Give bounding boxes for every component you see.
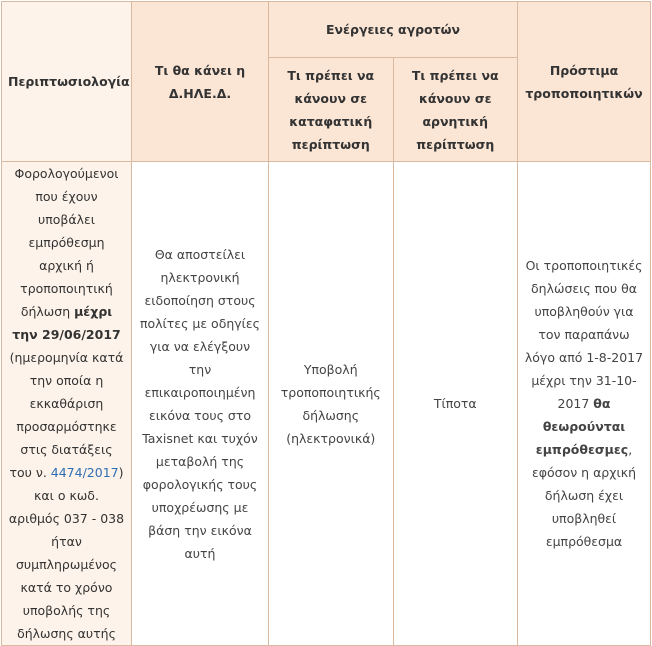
header-penalties [518,2,651,162]
aade-action-text: Θα αποστείλει ηλεκτρονική ειδοποίηση στους πολίτες με οδηγίες για να ελέγξουν την επικαιροποιημένη εικόνα τους στο Taxisnet και τυχόν μεταβολή της φορολογικής τους υποχρέωσης με βάση την εικόνα αυτή [139,246,260,561]
case-text-3: ) και ο κωδ. αριθμός 037 - 038 ήταν συμπληρωμένος κατά το χρόνο υποβολής της δήλωσης αυτής [8,465,125,641]
header-aade-action [132,2,269,162]
header-farmer-actions [269,2,518,58]
law-link[interactable]: 4474/2017 [50,465,119,480]
header-penalties-label: Πρόστιμα τροποποιητικών [525,62,643,101]
cell-positive-case [269,162,394,646]
case-text-1: Φορολογούμενοι που έχουν υποβάλει εμπρόθεσμη αρχική ή τροποποιητική δήλωση [14,166,119,319]
cell-penalties [518,162,651,646]
header-negative-case [393,58,518,162]
cell-case [2,162,132,646]
cell-aade-action [132,162,269,646]
positive-case-text: Υποβολή τροποποιητικής δήλωσης (ηλεκτρονικά) [280,361,381,446]
penalties-text-2: , εφόσον η αρχική δήλωση έχει υποβληθεί εμπρόθεσμα [532,442,636,549]
header-positive-case [269,58,394,162]
header-negative-case-label: Τι πρέπει να κάνουν σε αρνητική περίπτωση [411,67,499,152]
negative-case-text: Τίποτα [433,396,477,411]
penalties-text-1: Οι τροποποιητικές δηλώσεις που θα υποβληθούν για τον παραπάνω λόγο από 1-8-2017 μέχρι την 31-10-2017 [524,258,644,411]
cell-negative-case [393,162,518,646]
penalties-table [1,1,651,646]
case-date-bold: μέχρι την 29/06/2017 [12,304,121,342]
header-case-label: Περιπτωσιολογία [8,74,130,89]
header-aade-action-label: Τι θα κάνει η Δ.ΗΛΕ.Δ. [154,62,246,101]
header-farmer-actions-label: Ενέργειες αγροτών [325,22,460,37]
penalties-bold: θα θεωρούνται εμπρόθεσμες [535,396,629,457]
case-text-2: (ημερομηνία κατά την οποία η εκκαθάριση προσαρμόστηκε στις διατάξεις του ν. [9,350,124,480]
header-case [2,2,132,162]
header-positive-case-label: Τι πρέπει να κάνουν σε καταφατική περίπτωση [287,67,375,152]
